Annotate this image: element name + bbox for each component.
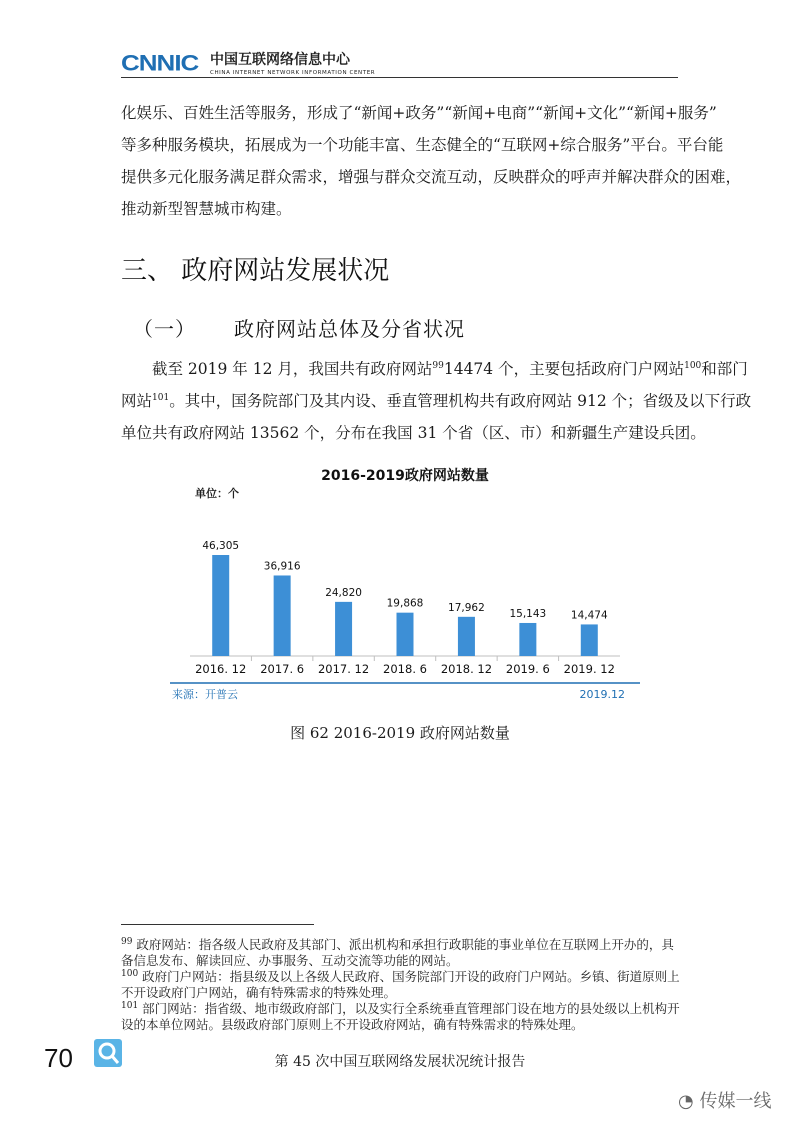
wechat-icon: ◔ (678, 1091, 694, 1112)
footnote-100 (121, 969, 686, 1001)
footnote-number: 100 (121, 968, 139, 979)
chart-date: 2019.12 (579, 688, 625, 701)
chart-title: 2016-2019政府网站数量 (321, 468, 489, 484)
bar-value-label: 36,916 (263, 560, 301, 573)
body-line (121, 353, 748, 385)
footnote-number: 99 (121, 936, 133, 947)
bar (212, 555, 229, 656)
body-text: 和部门 (701, 360, 748, 378)
intro-line: 等多种服务模块，拓展成为一个功能丰富、生态健全的“互联网+综合服务”平台。平台能 (121, 136, 724, 154)
bar-value-label: 17,962 (448, 601, 485, 614)
watermark-text: 传媒一线 (699, 1091, 772, 1112)
header-divider (121, 77, 678, 78)
footnote-list (121, 937, 686, 1033)
body-text: 截至 2019 年 12 月，我国共有政府网站 (152, 360, 433, 378)
section-heading: 三、 政府网站发展状况 (121, 256, 390, 286)
footnote-text: 政府门户网站：指县级及以上各级人民政府、国务院部门开设的政府门户网站。乡镇、街道原则上不开设政府门户网站，确有特殊需求的特殊处理。 (121, 969, 680, 1000)
footnote-text: 部门网站：指省级、地市级政府部门，以及实行全系统垂直管理部门设在地方的县处级以上机构开设的本单位网站。县级政府部门原则上不开设政府网站，确有特殊需求的特殊处理。 (121, 1001, 680, 1032)
bar (397, 613, 414, 656)
x-tick-label: 2017. 6 (260, 662, 305, 676)
footnote-ref-100[interactable]: 100 (684, 360, 702, 371)
intro-paragraph (121, 97, 742, 225)
figure-caption: 图 62 2016-2019 政府网站数量 (290, 724, 510, 742)
subsection-title: 政府网站总体及分省状况 (234, 317, 465, 341)
body-text: 14474 个，主要包括政府门户网站 (443, 360, 685, 378)
footnote-text: 政府网站：指各级人民政府及其部门、派出机构和承担行政职能的事业单位在互联网上开办的，具备信息发布、解读回应、办事服务、互动交流等功能的网站。 (121, 937, 674, 968)
x-tick-label: 2018. 12 (440, 662, 493, 676)
x-tick-label: 2018. 6 (383, 662, 427, 676)
bar-value-label: 19,868 (386, 597, 424, 610)
footnote-ref-99[interactable]: 99 (432, 360, 444, 371)
footnote-number: 101 (121, 1000, 139, 1011)
x-tick-label: 2019. 6 (505, 662, 550, 676)
bar (274, 575, 291, 656)
intro-line: 推动新型智慧城市构建。 (121, 200, 292, 218)
bar-value-label: 24,820 (325, 586, 362, 599)
x-tick-label: 2016. 12 (195, 662, 247, 676)
bar-value-label: 15,143 (509, 607, 547, 620)
bar-value-label: 46,305 (202, 540, 240, 552)
bar-value-label: 14,474 (570, 609, 608, 622)
footnote-ref-101[interactable]: 101 (152, 392, 170, 403)
x-tick-label: 2019. 12 (563, 662, 615, 676)
chart-unit-label: 单位：个 (195, 487, 239, 500)
subsection-number: （一） (133, 317, 196, 341)
chart-source: 来源：开普云 (172, 688, 238, 701)
bar (458, 617, 475, 656)
body-text: 。其中，国务院部门及其内设、垂直管理机构共有政府网站 912 个；省级及以下行政 (169, 392, 752, 410)
intro-line: 化娱乐、百姓生活等服务，形成了“新闻+政务”“新闻+电商”“新闻+文化”“新闻+服务” (121, 104, 717, 122)
bar-chart (170, 460, 640, 710)
intro-line: 提供多元化服务满足群众需求，增强与群众交流互动，反映群众的呼声并解决群众的困难， (121, 168, 742, 186)
footnote-divider (121, 924, 314, 925)
watermark (678, 1087, 771, 1113)
page-number: 70 (44, 1043, 73, 1073)
footnote-101 (121, 1001, 686, 1033)
report-title: 第 45 次中国互联网络发展状况统计报告 (274, 1054, 526, 1070)
subsection-heading (133, 313, 465, 342)
body-line (121, 385, 752, 417)
bar (335, 602, 352, 656)
bar (581, 624, 598, 656)
bar (519, 623, 536, 656)
body-text: 网站 (121, 392, 153, 410)
org-name-cn: 中国互联网络信息中心 (210, 52, 350, 68)
cnnic-logo: CNNIC (121, 50, 199, 76)
body-line: 单位共有政府网站 13562 个，分布在我国 31 个省（区、市）和新疆生产建设兵团。 (121, 424, 706, 442)
org-name-en: CHINA INTERNET NETWORK INFORMATION CENTER (210, 70, 376, 76)
body-paragraph (121, 353, 752, 449)
footnote-99 (121, 937, 686, 969)
x-tick-label: 2017. 12 (317, 662, 370, 676)
